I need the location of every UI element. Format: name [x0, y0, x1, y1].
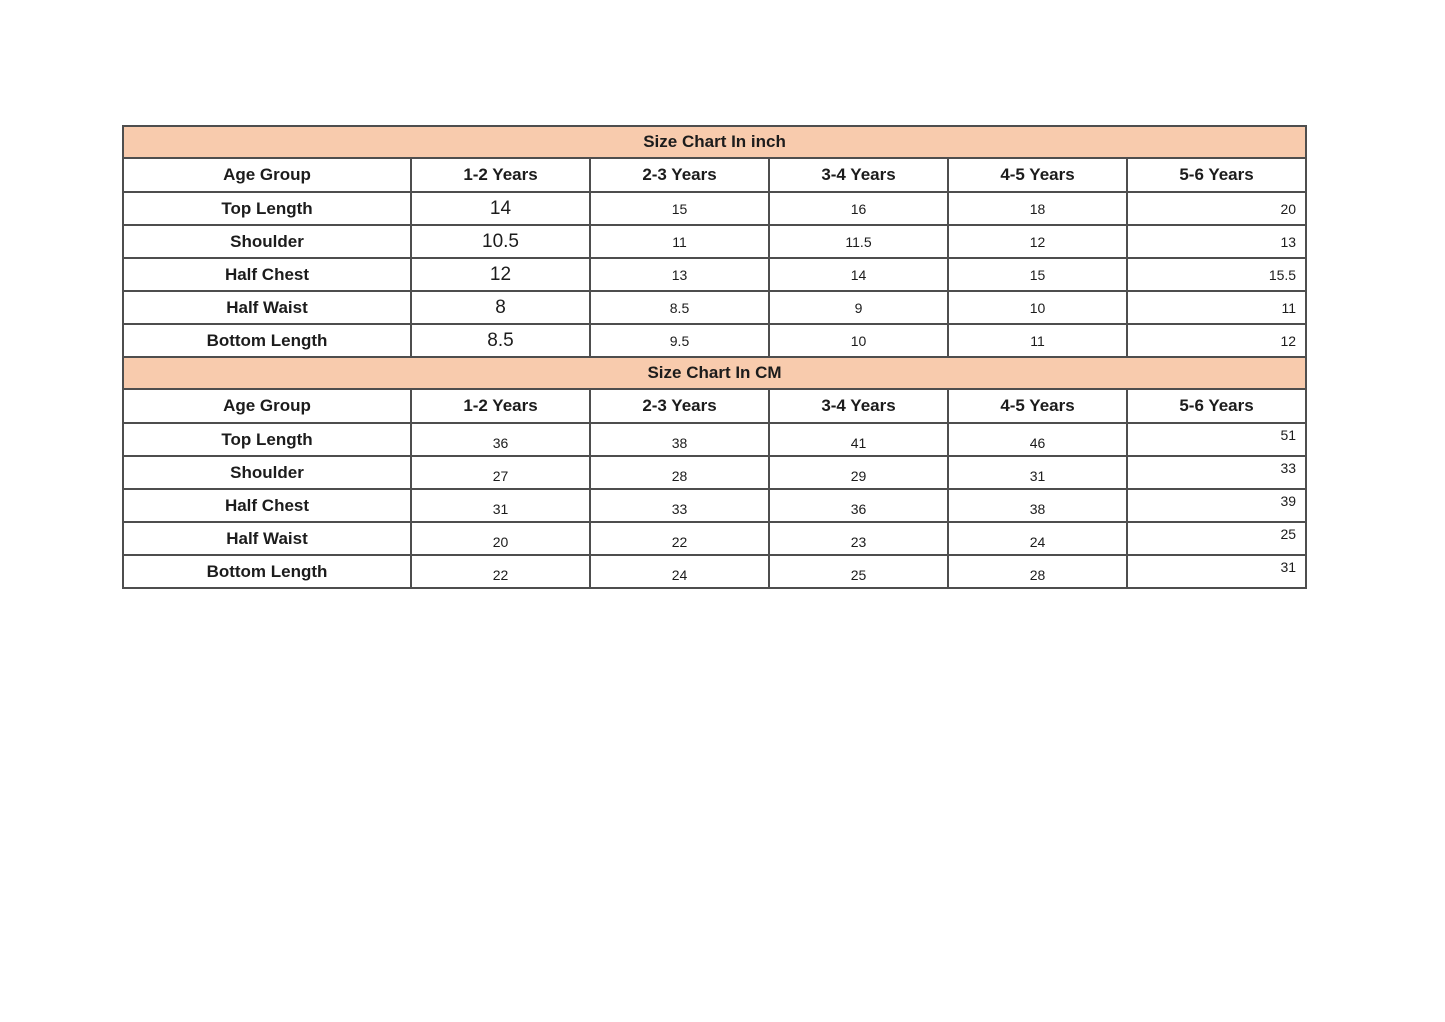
- size-value-cell: 38: [948, 489, 1127, 522]
- size-value-cell: 25: [1127, 522, 1306, 555]
- size-value-cell: 38: [590, 423, 769, 456]
- size-chart-table: [122, 125, 1307, 589]
- table-title-inch: Size Chart In inch: [123, 126, 1306, 158]
- table-row: [123, 489, 1306, 522]
- row-label: Top Length: [123, 192, 411, 225]
- table-title-row-cm: [123, 357, 1306, 389]
- size-value-cell: 14: [411, 192, 590, 225]
- size-value-cell: 31: [1127, 555, 1306, 588]
- row-label: Half Chest: [123, 489, 411, 522]
- size-value-cell: 24: [590, 555, 769, 588]
- size-value-cell: 31: [948, 456, 1127, 489]
- size-value-cell: 15: [590, 192, 769, 225]
- row-label: Shoulder: [123, 456, 411, 489]
- size-value-cell: 8: [411, 291, 590, 324]
- table-title-row-inch: [123, 126, 1306, 158]
- column-header: 2-3 Years: [590, 389, 769, 423]
- size-value-cell: 24: [948, 522, 1127, 555]
- table-row: [123, 555, 1306, 588]
- size-value-cell: 22: [411, 555, 590, 588]
- row-label: Half Waist: [123, 291, 411, 324]
- size-chart-sheet: [122, 125, 1307, 589]
- header-row-inch: [123, 158, 1306, 192]
- table-row: [123, 258, 1306, 291]
- column-header: 1-2 Years: [411, 389, 590, 423]
- size-value-cell: 25: [769, 555, 948, 588]
- size-value-cell: 12: [1127, 324, 1306, 357]
- size-value-cell: 36: [411, 423, 590, 456]
- size-value-cell: 13: [1127, 225, 1306, 258]
- size-value-cell: 27: [411, 456, 590, 489]
- size-value-cell: 29: [769, 456, 948, 489]
- table-row: [123, 192, 1306, 225]
- column-header: 2-3 Years: [590, 158, 769, 192]
- row-label: Half Chest: [123, 258, 411, 291]
- size-value-cell: 33: [1127, 456, 1306, 489]
- size-value-cell: 14: [769, 258, 948, 291]
- size-value-cell: 13: [590, 258, 769, 291]
- size-value-cell: 18: [948, 192, 1127, 225]
- table-row: [123, 291, 1306, 324]
- column-header: Age Group: [123, 389, 411, 423]
- column-header: 4-5 Years: [948, 158, 1127, 192]
- size-value-cell: 41: [769, 423, 948, 456]
- size-value-cell: 9.5: [590, 324, 769, 357]
- size-value-cell: 46: [948, 423, 1127, 456]
- table-title-cm: Size Chart In CM: [123, 357, 1306, 389]
- size-value-cell: 8.5: [590, 291, 769, 324]
- size-value-cell: 23: [769, 522, 948, 555]
- size-value-cell: 33: [590, 489, 769, 522]
- row-label: Bottom Length: [123, 555, 411, 588]
- header-row-cm: [123, 389, 1306, 423]
- size-value-cell: 39: [1127, 489, 1306, 522]
- size-value-cell: 15.5: [1127, 258, 1306, 291]
- size-value-cell: 20: [411, 522, 590, 555]
- size-value-cell: 8.5: [411, 324, 590, 357]
- size-value-cell: 28: [948, 555, 1127, 588]
- size-value-cell: 16: [769, 192, 948, 225]
- table-row: [123, 225, 1306, 258]
- size-value-cell: 12: [948, 225, 1127, 258]
- size-value-cell: 22: [590, 522, 769, 555]
- size-value-cell: 51: [1127, 423, 1306, 456]
- column-header: 5-6 Years: [1127, 158, 1306, 192]
- size-value-cell: 28: [590, 456, 769, 489]
- size-value-cell: 10: [948, 291, 1127, 324]
- table-row: [123, 423, 1306, 456]
- column-header: 3-4 Years: [769, 158, 948, 192]
- size-value-cell: 9: [769, 291, 948, 324]
- size-value-cell: 11: [948, 324, 1127, 357]
- size-value-cell: 11: [590, 225, 769, 258]
- column-header: 3-4 Years: [769, 389, 948, 423]
- column-header: 1-2 Years: [411, 158, 590, 192]
- size-value-cell: 10: [769, 324, 948, 357]
- table-row: [123, 324, 1306, 357]
- size-value-cell: 12: [411, 258, 590, 291]
- row-label: Top Length: [123, 423, 411, 456]
- row-label: Shoulder: [123, 225, 411, 258]
- size-value-cell: 31: [411, 489, 590, 522]
- table-row: [123, 456, 1306, 489]
- size-value-cell: 10.5: [411, 225, 590, 258]
- size-value-cell: 20: [1127, 192, 1306, 225]
- column-header: 5-6 Years: [1127, 389, 1306, 423]
- row-label: Bottom Length: [123, 324, 411, 357]
- column-header: 4-5 Years: [948, 389, 1127, 423]
- size-value-cell: 36: [769, 489, 948, 522]
- size-value-cell: 11.5: [769, 225, 948, 258]
- size-value-cell: 15: [948, 258, 1127, 291]
- column-header: Age Group: [123, 158, 411, 192]
- table-row: [123, 522, 1306, 555]
- size-value-cell: 11: [1127, 291, 1306, 324]
- row-label: Half Waist: [123, 522, 411, 555]
